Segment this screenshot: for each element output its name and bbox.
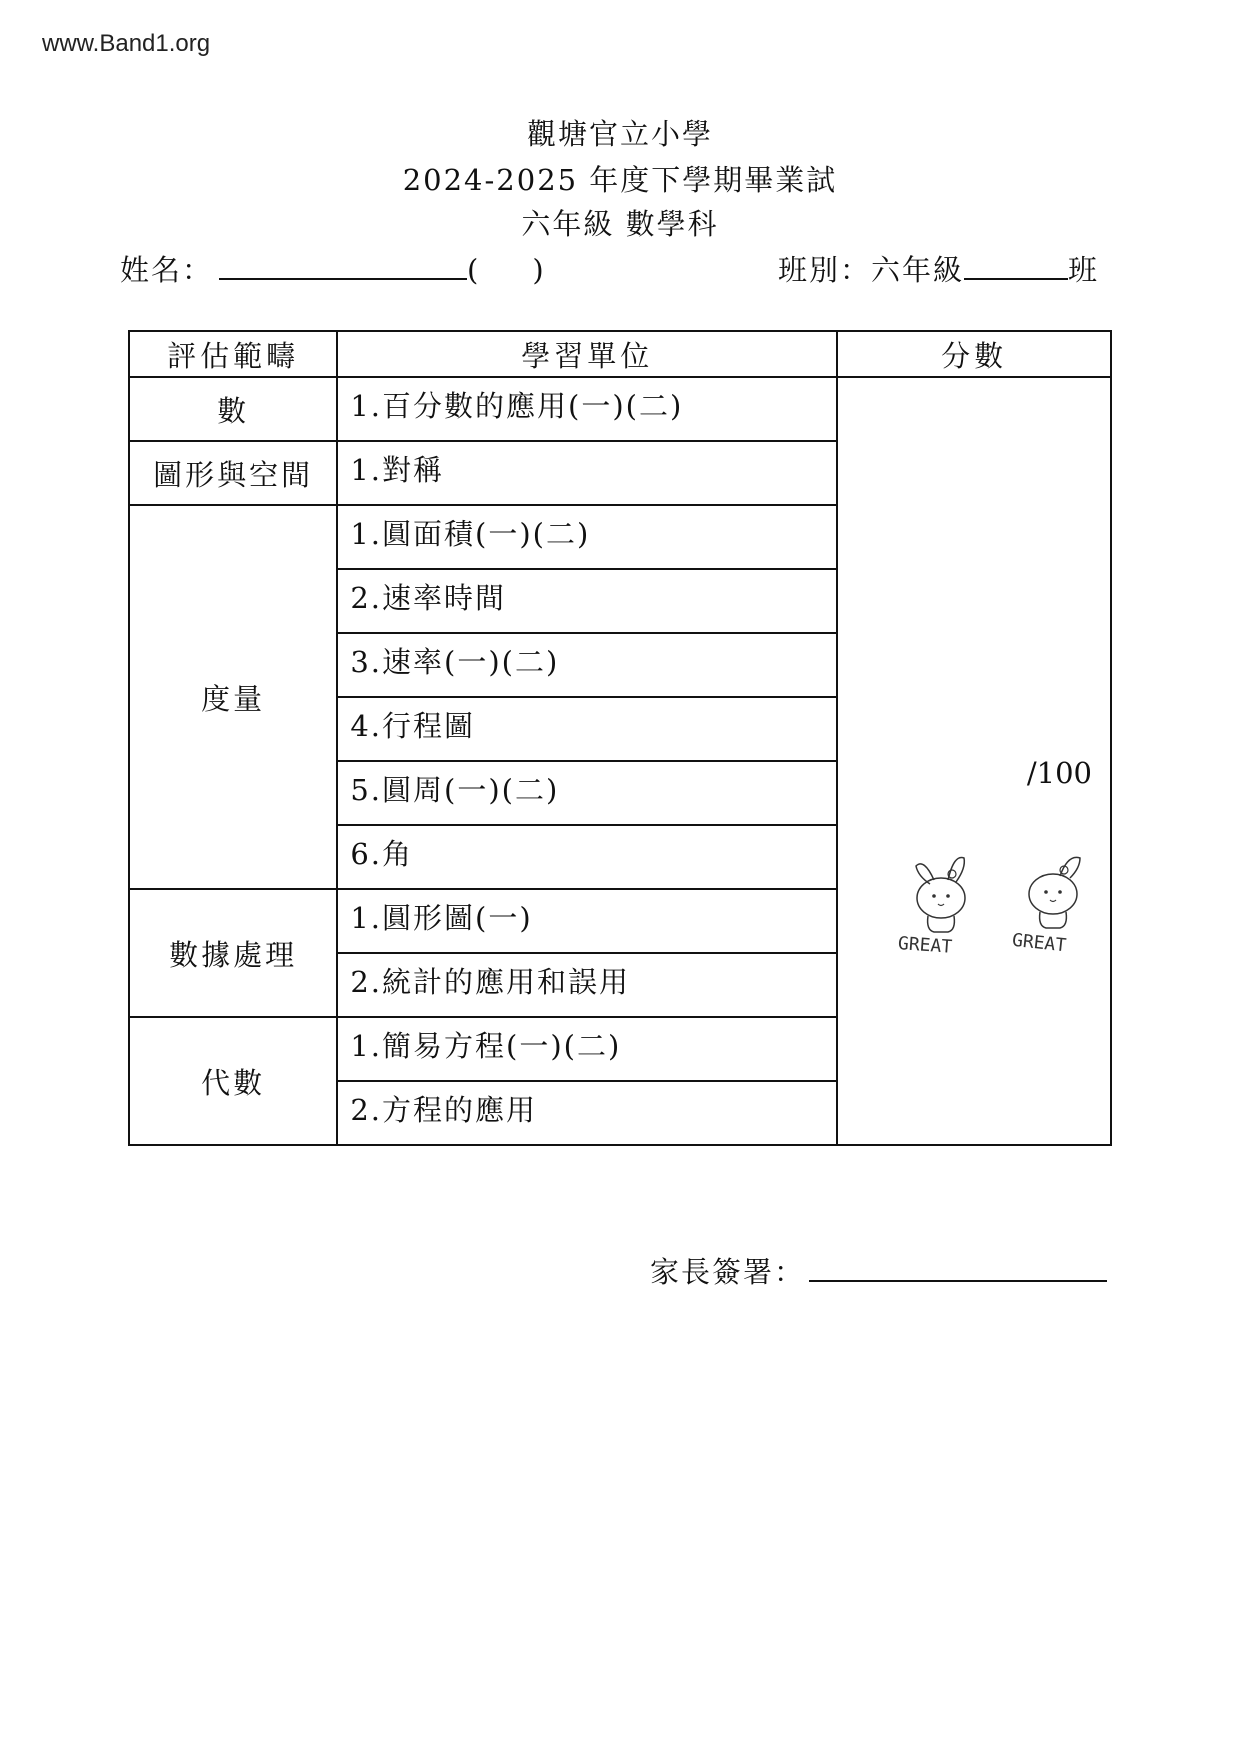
sticker-text: GREAT: [897, 933, 954, 956]
signature-label: 家長簽署：: [650, 1255, 806, 1289]
bunny-icon: [1008, 846, 1098, 956]
score-cell[interactable]: [837, 377, 1111, 1145]
great-sticker: [896, 846, 986, 963]
score-total: /100: [1026, 756, 1092, 790]
unit-cell: 4.行程圖: [337, 697, 837, 761]
header-unit: 學習單位: [337, 331, 837, 377]
class-field: [778, 248, 1099, 289]
paren-close: ): [532, 253, 546, 287]
category-algebra: 代數: [129, 1017, 337, 1145]
unit-cell: 5.圓周(一)(二): [337, 761, 837, 825]
name-blank[interactable]: [219, 256, 467, 280]
table-header-row: [129, 331, 1111, 377]
bunny-icon: [896, 846, 986, 956]
school-name: 觀塘官立小學: [526, 117, 713, 151]
unit-cell: 1.百分數的應用(一)(二): [337, 377, 837, 441]
paren-open: (: [467, 253, 481, 287]
website-watermark: www.Band1.org: [42, 30, 211, 57]
unit-cell: 2.速率時間: [337, 569, 837, 633]
great-sticker: [1008, 846, 1098, 963]
unit-cell: 1.圓面積(一)(二): [337, 505, 837, 569]
unit-cell: 2.統計的應用和誤用: [337, 953, 837, 1017]
class-label: 班別：六年級: [778, 253, 965, 287]
grade-subject: 六年級 數學科: [521, 207, 719, 241]
unit-cell: 2.方程的應用: [337, 1081, 837, 1145]
exam-title: 2024-2025 年度下學期畢業試: [402, 163, 838, 197]
class-number-field[interactable]: [467, 253, 545, 287]
class-blank[interactable]: [964, 256, 1068, 280]
signature-blank[interactable]: [809, 1258, 1107, 1282]
class-suffix: 班: [1068, 253, 1100, 287]
parent-signature-field: [650, 1250, 1107, 1291]
header-category: 評估範疇: [129, 331, 337, 377]
category-number: 數: [129, 377, 337, 441]
assessment-table: [128, 330, 1112, 1146]
category-data-handling: 數據處理: [129, 889, 337, 1017]
unit-cell: 1.圓形圖(一): [337, 889, 837, 953]
name-label: 姓名：: [120, 253, 214, 287]
unit-cell: 3.速率(一)(二): [337, 633, 837, 697]
category-shape-space: 圖形與空間: [129, 441, 337, 505]
header-score: 分數: [837, 331, 1111, 377]
category-measure: 度量: [129, 505, 337, 889]
unit-cell: 1.對稱: [337, 441, 837, 505]
name-field: [120, 248, 545, 289]
unit-cell: 6.角: [337, 825, 837, 889]
table-row: [129, 377, 1111, 441]
sticker-text: GREAT: [1011, 929, 1068, 956]
unit-cell: 1.簡易方程(一)(二): [337, 1017, 837, 1081]
